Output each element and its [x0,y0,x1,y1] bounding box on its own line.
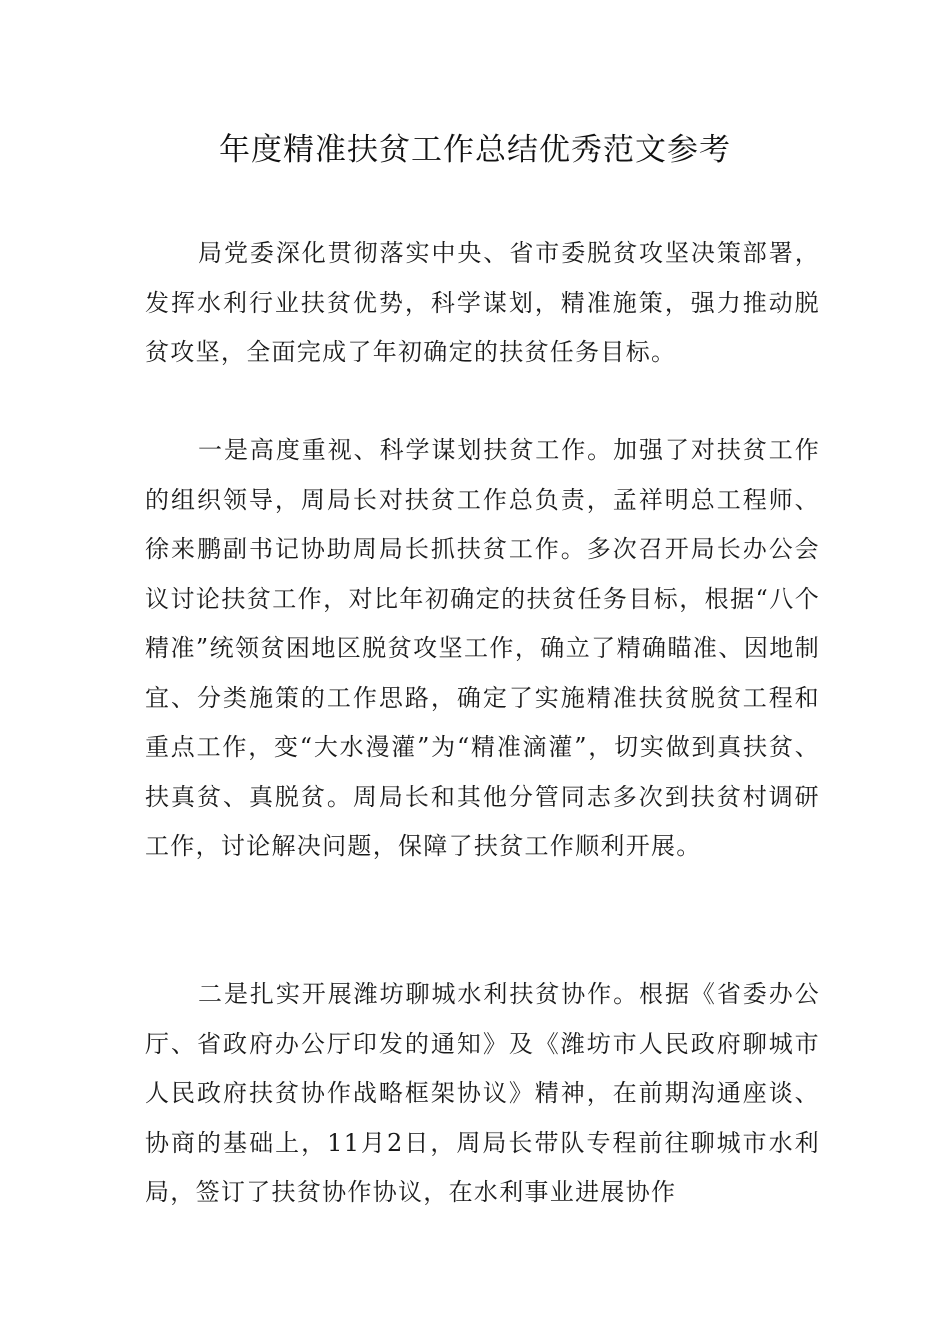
paragraph-intro: 局党委深化贯彻落实中央、省市委脱贫攻坚决策部署，发挥水利行业扶贫优势，科学谋划，精准施策，强力推动脱贫攻坚，全面完成了年初确定的扶贫任务目标。 [145,239,820,366]
document-title: 年度精准扶贫工作总结优秀范文参考 [219,132,731,168]
paragraph-point-one: 一是高度重视、科学谋划扶贫工作。加强了对扶贫工作的组织领导，周局长对扶贫工作总负责，孟祥明总工程师、徐来鹏副书记协助周局长抓扶贫工作。多次召开局长办公会议讨论扶贫工作，对比年初确定的扶贫任务目标，根据“八个精准”统领贫困地区脱贫攻坚工作，确立了精确瞄准、因地制宜、分类施策的工作思路，确定了实施精准扶贫脱贫工程和重点工作，变“大水漫灌”为“精准滴灌”，切实做到真扶贫、扶真贫、真脱贫。周局长和其他分管同志多次到扶贫村调研工作，讨论解决问题，保障了扶贫工作顺利开展。 [145,436,820,860]
paragraph-point-two: 二是扎实开展潍坊聊城水利扶贫协作。根据《省委办公厅、省政府办公厅印发的通知》及《潍坊市人民政府聊城市人民政府扶贫协作战略框架协议》精神，在前期沟通座谈、协商的基础上，11月2日，周局长带队专程前往聊城市水利局，签订了扶贫协作协议，在水利事业进展协作 [145,980,820,1206]
